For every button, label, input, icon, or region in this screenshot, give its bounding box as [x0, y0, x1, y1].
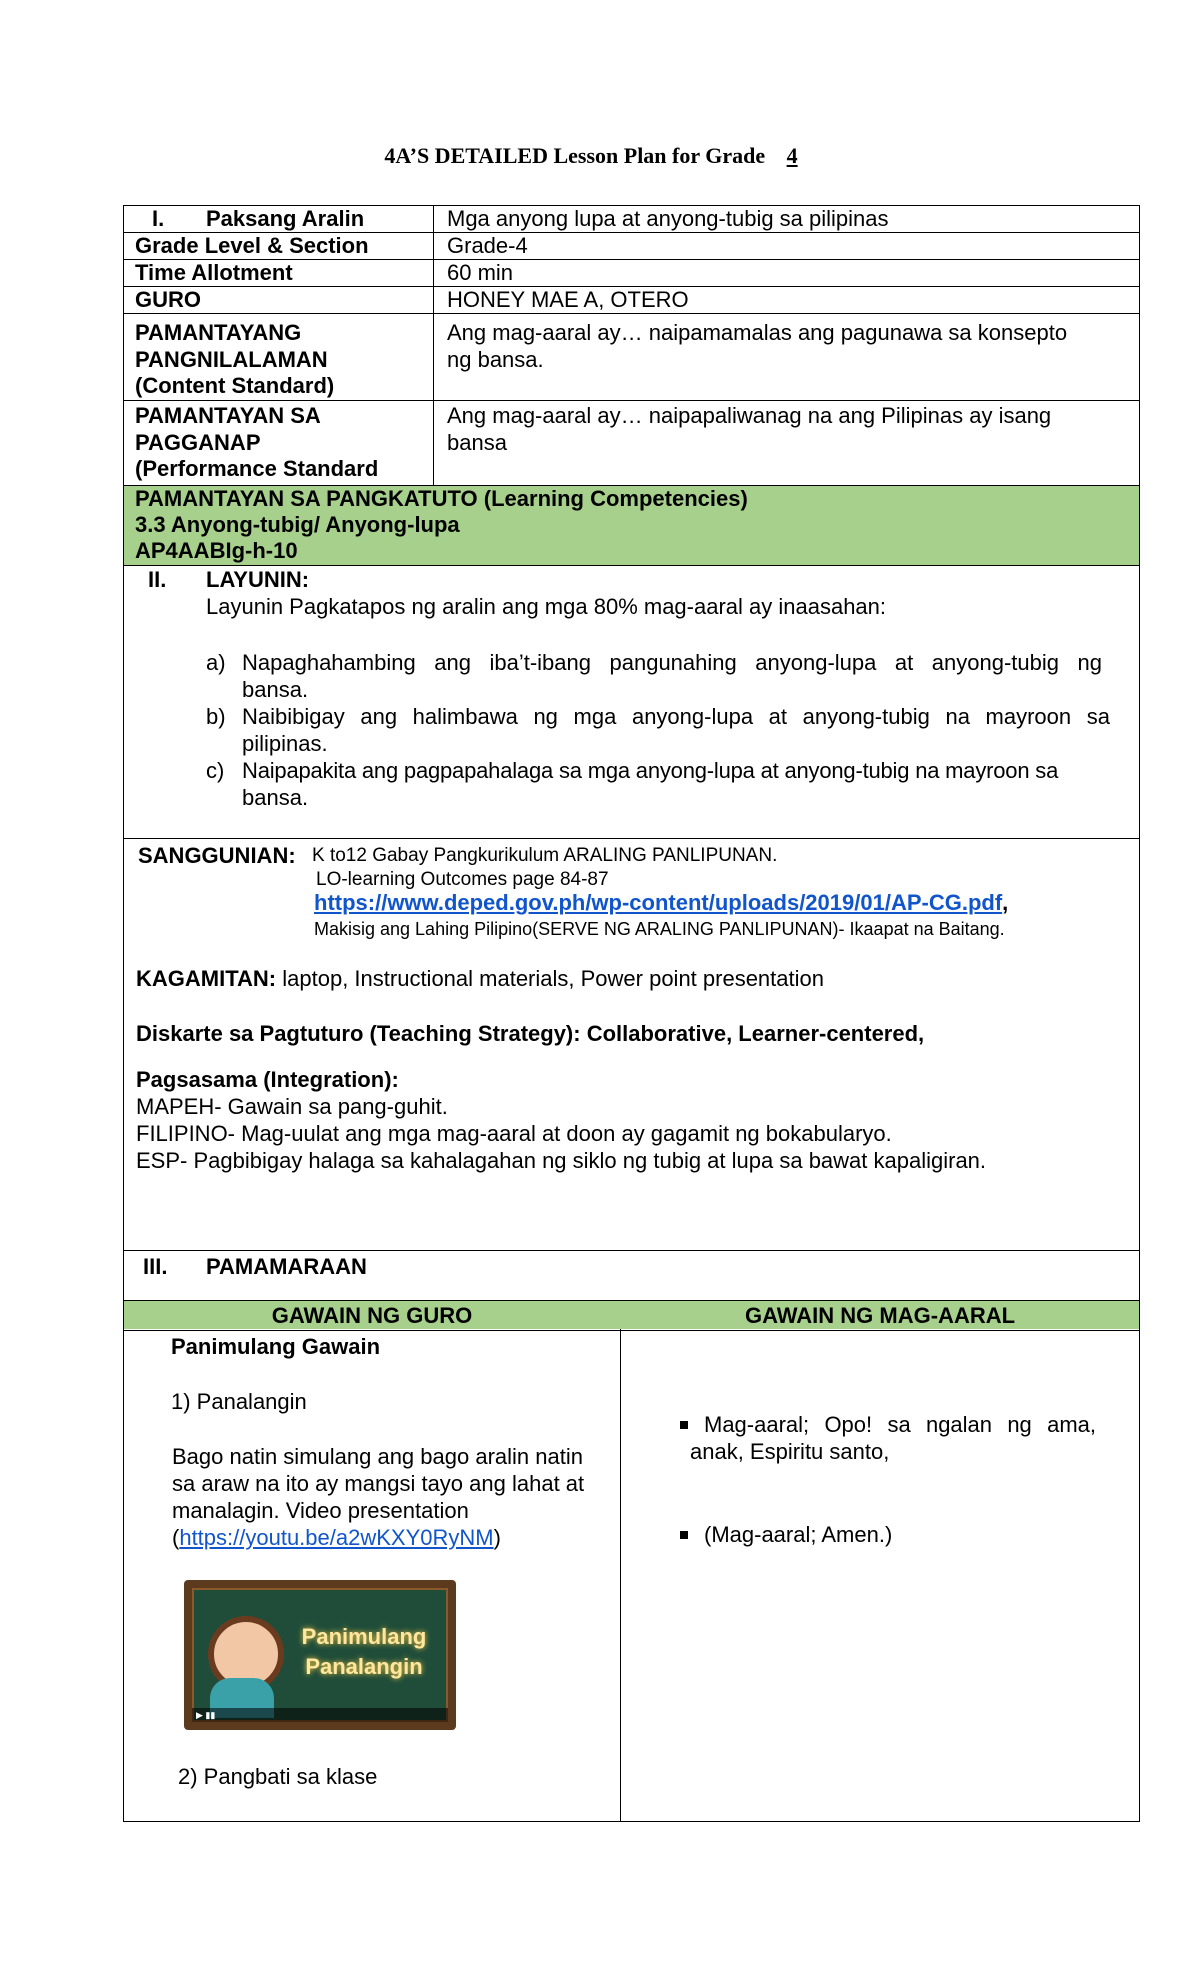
video-paren-close: ) — [493, 1525, 501, 1550]
bullet-icon — [680, 1421, 688, 1429]
objective-a-line1: Napaghahambing ang iba’t-ibang pangunahing anyong-lupa at anyong-tubig ng — [242, 650, 1102, 675]
strategy-label: Diskarte sa Pagtuturo (Teaching Strategy): — [136, 1021, 581, 1046]
deped-link[interactable]: https://www.deped.gov.ph/wp-content/uploads/2019/01/AP-CG.pdf — [314, 890, 1003, 915]
layunin-heading: LAYUNIN: — [206, 567, 310, 592]
video-control-bar[interactable]: ▶ ▮▮ — [192, 1708, 448, 1722]
objective-c-mark: c) — [206, 758, 225, 783]
sanggunian-label: SANGGUNIAN: — [138, 843, 296, 868]
col-gawain-guro: GAWAIN NG GURO — [271, 1303, 473, 1328]
objective-c-line2: bansa. — [242, 785, 309, 810]
bullet-icon — [680, 1531, 688, 1539]
guro-text-2: sa araw na ito ay mangsi tayo ang lahat at — [172, 1471, 585, 1496]
performance-standard-label-3: (Performance Standard — [135, 456, 379, 481]
thumbnail-caption — [284, 1622, 444, 1682]
student-response-1b: anak, Espiritu santo, — [690, 1439, 890, 1464]
performance-standard-label-1: PAMANTAYAN SA — [135, 403, 321, 428]
title-text: 4A’S DETAILED Lesson Plan for Grade — [384, 143, 766, 168]
objective-b-line2: pilipinas. — [242, 731, 328, 756]
video-link-line — [172, 1525, 501, 1551]
step-panalangin: 1) Panalangin — [171, 1389, 307, 1414]
time-allotment-value: 60 min — [447, 260, 514, 285]
performance-standard-value-2: bansa — [447, 430, 507, 455]
kagamitan-line — [136, 966, 824, 992]
objective-a-mark: a) — [206, 650, 226, 675]
sanggunian-1: K to12 Gabay Pangkurikulum ARALING PANLIPUNAN. — [312, 845, 778, 866]
thumb-text-2: Panalangin — [305, 1654, 423, 1679]
grade-value: 4 — [786, 143, 798, 168]
strategy-line — [136, 1021, 924, 1047]
objective-a-line2: bansa. — [242, 677, 309, 702]
competencies-heading: PAMANTAYAN SA PANGKATUTO (Learning Competencies) — [135, 486, 748, 511]
guro-value: HONEY MAE A, OTERO — [447, 287, 689, 312]
integration-esp: ESP- Pagbibigay halaga sa kahalagahan ng siklo ng tubig at lupa sa bawat kapaligiran. — [136, 1148, 987, 1173]
paksang-aralin-value: Mga anyong lupa at anyong-tubig sa pilipinas — [447, 206, 889, 231]
content-standard-label-3: (Content Standard) — [135, 373, 335, 398]
layunin-intro: Layunin Pagkatapos ng aralin ang mga 80% mag-aaral ay inaasahan: — [206, 594, 887, 619]
document-title — [0, 143, 1200, 169]
row-num-i: I. — [152, 206, 165, 231]
competencies-line2: 3.3 Anyong-tubig/ Anyong-lupa — [135, 512, 460, 537]
kagamitan-value: laptop, Instructional materials, Power point presentation — [282, 966, 824, 991]
grade-level-label: Grade Level & Section — [135, 233, 369, 258]
content-standard-label-1: PAMANTAYANG — [135, 320, 302, 345]
kagamitan-label: KAGAMITAN: — [136, 966, 277, 991]
content-standard-value-2: ng bansa. — [447, 347, 544, 372]
sanggunian-2: LO-learning Outcomes page 84-87 — [316, 869, 609, 890]
guro-text-3: manalagin. Video presentation — [172, 1498, 469, 1523]
video-thumbnail[interactable] — [184, 1580, 456, 1730]
guro-text-1: Bago natin simulang ang bago aralin natin — [172, 1444, 583, 1469]
time-allotment-label: Time Allotment — [135, 260, 293, 285]
col-gawain-magaaral: GAWAIN NG MAG-AARAL — [744, 1303, 1016, 1328]
panimulang-gawain: Panimulang Gawain — [171, 1334, 381, 1359]
performance-standard-value-1: Ang mag-aaral ay… naipapaliwanag na ang Pilipinas ay isang — [447, 403, 1052, 428]
video-link[interactable]: https://youtu.be/a2wKXY0RyNM — [179, 1525, 494, 1550]
thumb-text-1: Panimulang — [301, 1624, 427, 1649]
performance-standard-label-2: PAGGANAP — [135, 430, 261, 455]
sanggunian-3: Makisig ang Lahing Pilipino(SERVE NG ARALING PANLIPUNAN)- Ikaapat na Baitang. — [314, 919, 1005, 939]
strategy-value: Collaborative, Learner-centered, — [586, 1021, 925, 1046]
grade-level-value: Grade-4 — [447, 233, 528, 258]
competencies-code: AP4AABIg-h-10 — [135, 538, 298, 563]
link-comma: , — [1002, 890, 1009, 915]
video-paren-open: ( — [172, 1525, 180, 1550]
student-response-2: (Mag-aaral; Amen.) — [704, 1522, 893, 1547]
guro-label: GURO — [135, 287, 201, 312]
objective-b-line1: Naibibigay ang halimbawa ng mga anyong-lupa at anyong-tubig na mayroon sa — [242, 704, 1110, 729]
objective-b-mark: b) — [206, 704, 226, 729]
pamamaraan-heading: PAMAMARAAN — [206, 1254, 367, 1279]
student-response-1a: Mag-aaral; Opo! sa ngalan ng ama, — [704, 1412, 1096, 1437]
content-standard-label-2: PANGNILALAMAN — [135, 347, 328, 372]
integration-filipino: FILIPINO- Mag-uulat ang mga mag-aaral at doon ay gagamit ng bokabularyo. — [136, 1121, 892, 1146]
integration-mapeh: MAPEH- Gawain sa pang-guhit. — [136, 1094, 448, 1119]
layunin-num: II. — [148, 567, 167, 592]
content-standard-value-1: Ang mag-aaral ay… naipamamalas ang pagunawa sa konsepto — [447, 320, 1068, 345]
objective-c-line1: Naipapakita ang pagpapahalaga sa mga anyong-lupa at anyong-tubig na mayroon sa — [242, 758, 1059, 783]
paksang-aralin-label: Paksang Aralin — [206, 206, 365, 231]
reference-link-line — [314, 890, 1008, 916]
integration-label: Pagsasama (Integration): — [136, 1067, 399, 1092]
step-pangbati: 2) Pangbati sa klase — [178, 1764, 378, 1789]
pamamaraan-num: III. — [143, 1254, 168, 1279]
